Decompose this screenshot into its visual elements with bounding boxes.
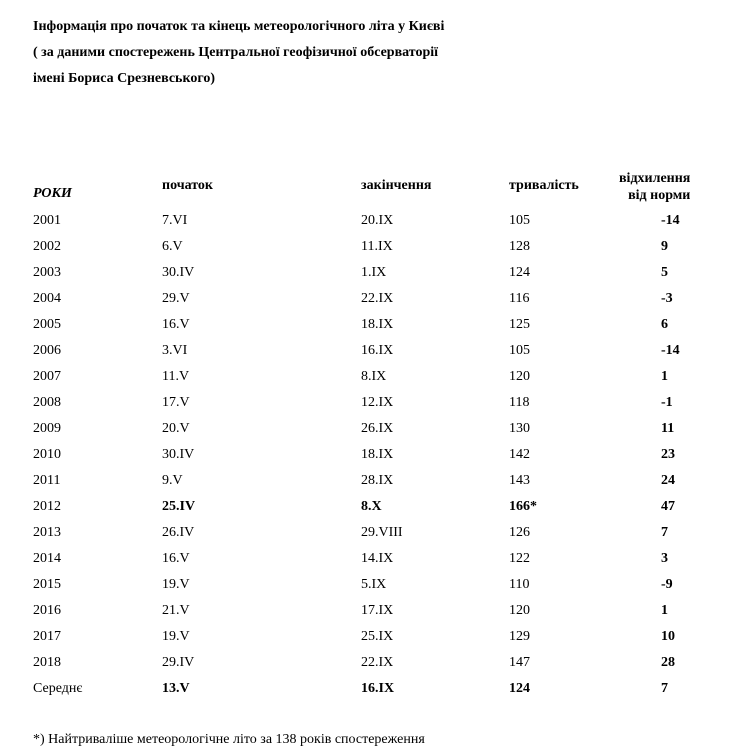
cell-year: 2016 — [33, 603, 61, 618]
title-line-3: імені Бориса Срезневського) — [33, 71, 216, 86]
cell-start: 16.V — [162, 551, 190, 566]
cell-duration: 125 — [509, 317, 530, 332]
cell-year: 2005 — [33, 317, 61, 332]
cell-start: 21.V — [162, 603, 190, 618]
cell-deviation: 28 — [661, 655, 675, 670]
cell-duration: 110 — [509, 577, 530, 592]
cell-deviation: 10 — [661, 629, 675, 644]
cell-duration: 166* — [509, 499, 537, 514]
cell-year: 2017 — [33, 629, 61, 644]
cell-deviation: 23 — [661, 447, 675, 462]
cell-deviation: 9 — [661, 239, 668, 254]
cell-duration: 124 — [509, 681, 530, 696]
table-row — [0, 623, 753, 649]
cell-end: 18.IX — [361, 317, 394, 332]
cell-deviation: 24 — [661, 473, 675, 488]
cell-end: 1.IX — [361, 265, 387, 280]
table-row — [0, 441, 753, 467]
cell-duration: 126 — [509, 525, 530, 540]
cell-start: 29.IV — [162, 655, 195, 670]
cell-year: 2004 — [33, 291, 61, 306]
cell-year: 2012 — [33, 499, 61, 514]
cell-start: 26.IV — [162, 525, 195, 540]
title-line-2: ( за даними спостережень Центральної геофізичної обсерваторії — [33, 45, 439, 60]
header-start: початок — [162, 178, 213, 193]
cell-end: 12.IX — [361, 395, 394, 410]
document-title — [33, 14, 444, 92]
cell-end: 26.IX — [361, 421, 394, 436]
cell-duration: 105 — [509, 213, 530, 228]
cell-year: 2009 — [33, 421, 61, 436]
cell-start: 30.IV — [162, 447, 195, 462]
cell-deviation: 1 — [661, 603, 668, 618]
table-row-record — [0, 493, 753, 519]
cell-duration: 118 — [509, 395, 530, 410]
header-deviation-line-1: відхилення — [619, 171, 691, 186]
header-duration: тривалість — [509, 178, 579, 193]
table-row — [0, 571, 753, 597]
cell-deviation: 6 — [661, 317, 668, 332]
header-deviation-line-2: від норми — [628, 188, 691, 203]
cell-year: 2008 — [33, 395, 61, 410]
cell-deviation: 5 — [661, 265, 668, 280]
cell-deviation: -1 — [661, 395, 673, 410]
table-row — [0, 467, 753, 493]
cell-average-label: Середнє — [33, 681, 83, 696]
cell-start: 3.VI — [162, 343, 188, 358]
header-deviation — [619, 170, 690, 204]
data-table — [0, 207, 753, 701]
cell-end: 22.IX — [361, 291, 394, 306]
cell-year: 2013 — [33, 525, 61, 540]
table-row — [0, 597, 753, 623]
cell-end: 25.IX — [361, 629, 394, 644]
cell-duration: 122 — [509, 551, 530, 566]
cell-start: 16.V — [162, 317, 190, 332]
table-row — [0, 207, 753, 233]
table-row — [0, 233, 753, 259]
cell-year: 2010 — [33, 447, 61, 462]
cell-end: 5.IX — [361, 577, 387, 592]
table-row — [0, 389, 753, 415]
table-row — [0, 311, 753, 337]
table-row — [0, 545, 753, 571]
cell-year: 2018 — [33, 655, 61, 670]
table-row — [0, 285, 753, 311]
cell-end: 17.IX — [361, 603, 394, 618]
cell-deviation: 47 — [661, 499, 675, 514]
cell-end: 20.IX — [361, 213, 394, 228]
cell-start: 30.IV — [162, 265, 195, 280]
table-row — [0, 363, 753, 389]
cell-deviation: 7 — [661, 525, 668, 540]
cell-start: 20.V — [162, 421, 190, 436]
cell-year: 2003 — [33, 265, 61, 280]
cell-start: 29.V — [162, 291, 190, 306]
cell-start: 25.IV — [162, 499, 196, 514]
header-end: закінчення — [361, 178, 432, 193]
cell-end: 22.IX — [361, 655, 394, 670]
cell-year: 2015 — [33, 577, 61, 592]
cell-year: 2001 — [33, 213, 61, 228]
cell-duration: 120 — [509, 369, 530, 384]
header-years: РОКИ — [33, 186, 72, 201]
cell-end: 16.IX — [361, 681, 395, 696]
cell-year: 2011 — [33, 473, 61, 488]
cell-deviation: 3 — [661, 551, 668, 566]
cell-year: 2002 — [33, 239, 61, 254]
cell-duration: 120 — [509, 603, 530, 618]
table-row — [0, 415, 753, 441]
cell-start: 17.V — [162, 395, 190, 410]
table-row-average — [0, 675, 753, 701]
cell-end: 14.IX — [361, 551, 394, 566]
cell-deviation: -3 — [661, 291, 673, 306]
table-row — [0, 519, 753, 545]
cell-end: 16.IX — [361, 343, 394, 358]
cell-start: 6.V — [162, 239, 183, 254]
cell-start: 19.V — [162, 577, 190, 592]
title-line-1: Інформація про початок та кінець метеорологічного літа у Києві — [33, 19, 445, 34]
cell-duration: 147 — [509, 655, 530, 670]
cell-start: 7.VI — [162, 213, 188, 228]
cell-end: 18.IX — [361, 447, 394, 462]
cell-end: 8.IX — [361, 369, 387, 384]
cell-start: 13.V — [162, 681, 190, 696]
footnote: *) Найтриваліше метеорологічне літо за 138 років спостереження — [33, 732, 425, 747]
cell-end: 11.IX — [361, 239, 393, 254]
cell-deviation: -14 — [661, 343, 680, 358]
cell-deviation: -14 — [661, 213, 680, 228]
cell-start: 11.V — [162, 369, 190, 384]
cell-year: 2006 — [33, 343, 61, 358]
cell-deviation: 1 — [661, 369, 668, 384]
cell-deviation: 7 — [661, 681, 668, 696]
cell-duration: 143 — [509, 473, 530, 488]
cell-duration: 129 — [509, 629, 530, 644]
cell-deviation: -9 — [661, 577, 673, 592]
table-row — [0, 259, 753, 285]
cell-start: 19.V — [162, 629, 190, 644]
cell-deviation: 11 — [661, 421, 675, 436]
cell-year: 2014 — [33, 551, 61, 566]
table-row — [0, 649, 753, 675]
cell-duration: 142 — [509, 447, 530, 462]
cell-duration: 130 — [509, 421, 530, 436]
cell-end: 29.VIII — [361, 525, 403, 540]
cell-start: 9.V — [162, 473, 183, 488]
cell-end: 28.IX — [361, 473, 394, 488]
cell-year: 2007 — [33, 369, 61, 384]
cell-duration: 128 — [509, 239, 530, 254]
cell-duration: 105 — [509, 343, 530, 358]
cell-duration: 124 — [509, 265, 530, 280]
cell-duration: 116 — [509, 291, 530, 306]
cell-end: 8.X — [361, 499, 382, 514]
table-row — [0, 337, 753, 363]
